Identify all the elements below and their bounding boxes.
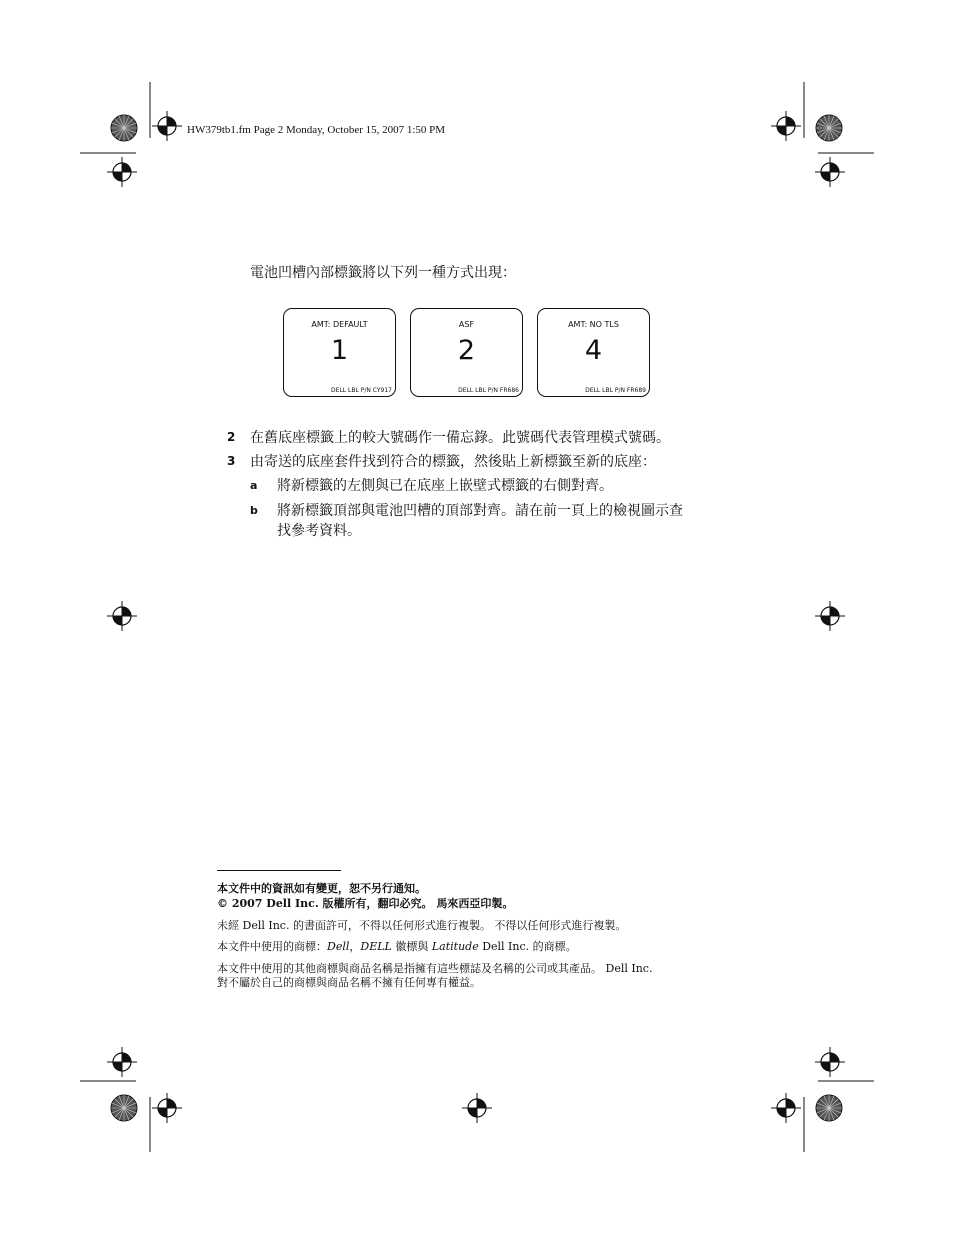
tm-prefix: 本文件中使用的商標： bbox=[217, 940, 327, 953]
tm-dell-logo: DELL bbox=[360, 940, 392, 953]
label-part-number: DELL LBL P/N FR689 bbox=[585, 387, 646, 394]
footer-copyright: © 2007 Dell Inc. 版權所有，翻印必究。 馬來西亞印製。 bbox=[217, 897, 514, 910]
tm-dell: Dell bbox=[327, 940, 350, 953]
step-text: 由寄送的底座套件找到符合的標籤，然後貼上新標籤至新的底座： bbox=[250, 454, 656, 470]
footer-reproduction: 未經 Dell Inc. 的書面許可，不得以任何形式進行複製。 不得以任何形式進行複製。 bbox=[217, 919, 627, 932]
label-title: AMT: NO TLS bbox=[568, 320, 619, 329]
registration-mark-icon bbox=[107, 1047, 137, 1077]
tm-mid: 徽標與 bbox=[391, 940, 432, 953]
registration-star-icon bbox=[816, 115, 842, 141]
label-number: 4 bbox=[584, 335, 603, 366]
step-number: 3 bbox=[227, 454, 236, 468]
substep-letter: b bbox=[250, 504, 258, 517]
tm-suffix: Dell Inc. 的商標。 bbox=[478, 940, 577, 953]
registration-mark-icon bbox=[107, 157, 137, 187]
registration-star-icon bbox=[111, 1095, 137, 1121]
label-card-asf bbox=[410, 308, 523, 397]
registration-mark-icon bbox=[771, 111, 801, 141]
step-text: 在舊底座標籤上的較大號碼作一備忘錄。此號碼代表管理模式號碼。 bbox=[250, 430, 670, 446]
substep-letter: a bbox=[250, 479, 258, 492]
registration-mark-icon bbox=[152, 111, 182, 141]
substep-text: 將新標籤的左側與已在底座上嵌壁式標籤的右側對齊。 bbox=[277, 478, 613, 494]
registration-mark-icon bbox=[771, 1093, 801, 1123]
label-number: 2 bbox=[457, 335, 476, 366]
footer-rule bbox=[217, 870, 341, 871]
registration-star-icon bbox=[816, 1095, 842, 1121]
label-title: AMT: DEFAULT bbox=[311, 320, 368, 329]
label-number: 1 bbox=[330, 335, 349, 366]
registration-star-icon bbox=[111, 115, 137, 141]
footer-other-trademarks-continued: 對不屬於自己的商標與商品名稱不擁有任何專有權益。 bbox=[217, 976, 481, 989]
footer-other-trademarks: 本文件中使用的其他商標與商品名稱是指擁有這些標誌及名稱的公司或其產品。 Dell Inc. bbox=[217, 962, 653, 975]
file-info-header: HW379tb1.fm Page 2 Monday, October 15, 2007 1:50 PM bbox=[187, 124, 446, 136]
step-number: 2 bbox=[227, 430, 236, 444]
substep-text: 將新標籤頂部與電池凹槽的頂部對齊。請在前一頁上的檢視圖示查 bbox=[277, 503, 683, 519]
label-part-number: DELL LBL P/N FR686 bbox=[458, 387, 519, 394]
tm-latitude: Latitude bbox=[431, 940, 479, 953]
label-title: ASF bbox=[458, 320, 475, 329]
tm-sep: ， bbox=[349, 940, 361, 953]
footer-trademarks bbox=[217, 938, 577, 954]
label-card-no-tls bbox=[537, 308, 650, 397]
registration-mark-icon bbox=[152, 1093, 182, 1123]
registration-mark-icon bbox=[462, 1093, 492, 1123]
label-card-default bbox=[283, 308, 396, 397]
registration-mark-icon bbox=[815, 601, 845, 631]
substep-text-continued: 找參考資料。 bbox=[277, 523, 361, 539]
label-part-number: DELL LBL P/N CY917 bbox=[331, 387, 392, 394]
registration-mark-icon bbox=[107, 601, 137, 631]
footer-notice: 本文件中的資訊如有變更，恕不另行通知。 bbox=[217, 882, 426, 895]
registration-mark-icon bbox=[815, 157, 845, 187]
intro-text: 電池凹槽內部標籤將以下列一種方式出現： bbox=[250, 265, 516, 281]
registration-mark-icon bbox=[815, 1047, 845, 1077]
